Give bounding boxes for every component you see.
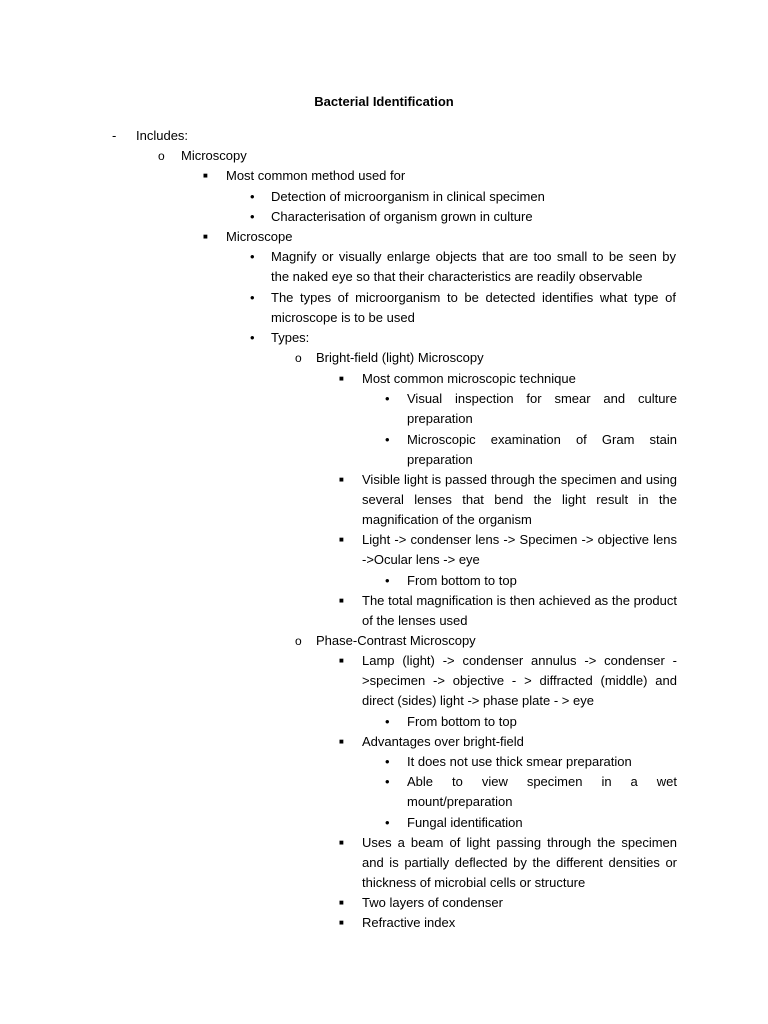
dot-bullet-icon: • [250, 189, 255, 204]
square-bullet-icon: ■ [203, 171, 208, 180]
circle-bullet-icon: o [158, 149, 165, 163]
dash-bullet-icon: - [112, 128, 117, 143]
square-bullet-icon: ■ [339, 838, 344, 847]
document-page: Bacterial Identification - Includes: o Microscopy ■ Most common method used for • Detection of microorganism in clinical specimen • Characterisation of organism grown in culture ■ Microscope • Magnify or visually enlarge objects that are too small to be seen by the naked eye so that their characteristics are readily observable • The types of microorganism to be detected identifies what type of microscope is to be used • Types: o Bright-field (light) Microscopy ■ Most common microscopic technique • Visual inspection for smear and culture preparation • Microscopic examination of Gram stain preparation ■ Visible light is passed through the specimen and using several lenses that bend the light result in the magnification of the organism ■ Light -> condenser lens -> Specimen -> objective lens ->Ocular lens -> eye • From bottom to top ■ The total magnification is then achieved as the product of the lenses used o Phase-Contrast Microscopy ■ Lamp (light) -> condenser annulus -> condenser ->specimen -> objective - > diffracted (middle) and direct (sides) light -> phase plate - > eye • From bottom to top ■ Advantages over bright-field • It does not use thick smear preparation • Able to view specimen in a wet mount/preparation • Fungal identification ■ Uses a beam of light passing through the specimen and is partially deflected by the different densities or thickness of microbial cells or structure ■ Two layers of condenser ■ Refractive index [0, 0, 768, 1024]
square-bullet-icon: ■ [339, 535, 344, 544]
dot-bullet-icon: • [385, 432, 390, 447]
square-bullet-icon: ■ [339, 898, 344, 907]
square-bullet-icon: ■ [339, 737, 344, 746]
dot-bullet-icon: • [385, 573, 390, 588]
square-bullet-icon: ■ [339, 374, 344, 383]
circle-bullet-icon: o [295, 351, 302, 365]
square-bullet-icon: ■ [339, 475, 344, 484]
dot-bullet-icon: • [250, 209, 255, 224]
dot-bullet-icon: • [385, 774, 390, 789]
dot-bullet-icon: • [250, 249, 255, 264]
dot-bullet-icon: • [385, 714, 390, 729]
square-bullet-icon: ■ [339, 918, 344, 927]
circle-bullet-icon: o [295, 634, 302, 648]
page-title: Bacterial Identification [314, 94, 454, 109]
square-bullet-icon: ■ [339, 656, 344, 665]
square-bullet-icon: ■ [339, 596, 344, 605]
dot-bullet-icon: • [385, 815, 390, 830]
dot-bullet-icon: • [250, 330, 255, 345]
square-bullet-icon: ■ [203, 232, 208, 241]
dot-bullet-icon: • [385, 754, 390, 769]
dot-bullet-icon: • [385, 391, 390, 406]
dot-bullet-icon: • [250, 290, 255, 305]
